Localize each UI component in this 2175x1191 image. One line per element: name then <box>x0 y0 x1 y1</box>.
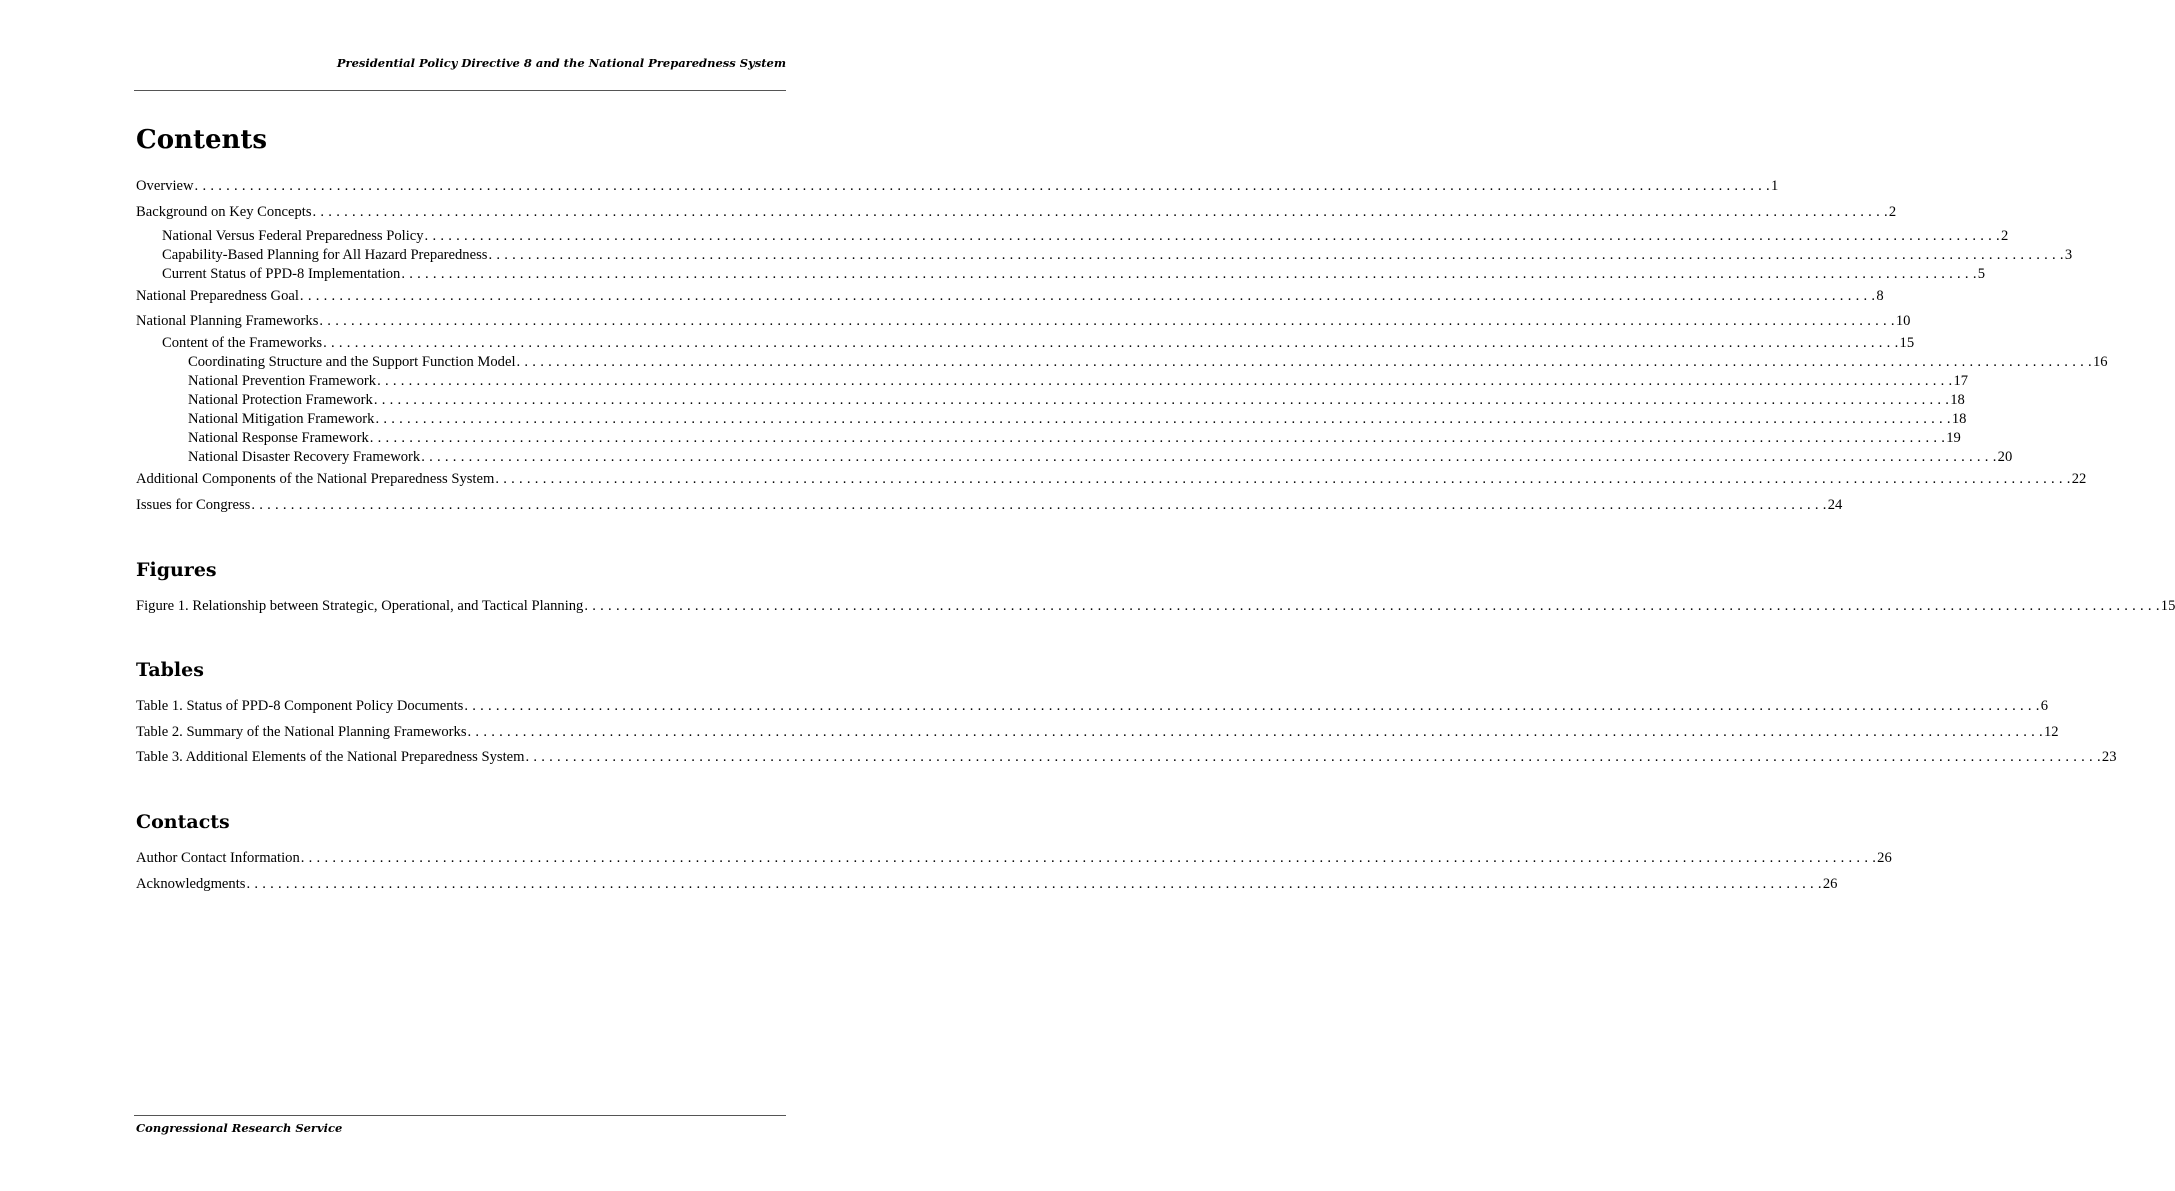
toc-dot-leader: . . . . . . . . . . . . . . . . . . . . . . . . . . . . . . . . . . . . . . . . . . . . . . . . . . . . . . . . . . . . . . . . . . . . . . . . . . . . . . . . . . . . . . . . . . . . . . . . . . . . . . . . . . . . . . . . . . . . . . . . . . . . . . . . . . . . . . . . . . . . . . . . . . . . . . . . . . . . . . . . . . . . . . . . . . . . . . . . . . . . . . . . . . . . . . . . . . . . . . . . <box>488 247 2064 263</box>
toc-entry-page-number: 1 <box>1770 178 1779 194</box>
toc-entry[interactable] <box>136 748 2117 766</box>
toc-entry-page-number: 10 <box>1895 313 1911 329</box>
toc-entry-page-number: 22 <box>2071 471 2087 487</box>
toc-entry-title: National Preparedness Goal <box>136 288 299 304</box>
toc-entry[interactable] <box>136 353 2108 371</box>
running-footer: Congressional Research Service <box>136 1121 343 1135</box>
toc-dot-leader: . . . . . . . . . . . . . . . . . . . . . . . . . . . . . . . . . . . . . . . . . . . . . . . . . . . . . . . . . . . . . . . . . . . . . . . . . . . . . . . . . . . . . . . . . . . . . . . . . . . . . . . . . . . . . . . . . . . . . . . . . . . . . . . . . . . . . . . . . . . . . . . . . . . . . . . . . . . . . . . . . . . . . . . . . . . . . . . . . . . . . . . . . . . . . . . . . . . . . . . . <box>300 850 1877 866</box>
toc-entry[interactable] <box>136 429 1961 447</box>
toc-dot-leader: . . . . . . . . . . . . . . . . . . . . . . . . . . . . . . . . . . . . . . . . . . . . . . . . . . . . . . . . . . . . . . . . . . . . . . . . . . . . . . . . . . . . . . . . . . . . . . . . . . . . . . . . . . . . . . . . . . . . . . . . . . . . . . . . . . . . . . . . . . . . . . . . . . . . . . . . . . . . . . . . . . . . . . . . . . . . . . . . . . . . . . . . . . . . . . . . . . . . . . . . <box>369 430 1946 446</box>
toc-dot-leader: . . . . . . . . . . . . . . . . . . . . . . . . . . . . . . . . . . . . . . . . . . . . . . . . . . . . . . . . . . . . . . . . . . . . . . . . . . . . . . . . . . . . . . . . . . . . . . . . . . . . . . . . . . . . . . . . . . . . . . . . . . . . . . . . . . . . . . . . . . . . . . . . . . . . . . . . . . . . . . . . . . . . . . . . . . . . . . . . . . . . . . . . . . . . . . . . . . . . . . . . <box>194 178 1770 194</box>
running-header: Presidential Policy Directive 8 and the National Preparedness System <box>336 56 786 70</box>
toc-entry-page-number: 18 <box>1950 392 1965 408</box>
toc-entry[interactable] <box>136 597 2175 615</box>
toc-entry-page-number: 18 <box>1951 411 1967 427</box>
toc-entry-title: National Protection Framework <box>188 392 373 408</box>
toc-dot-leader: . . . . . . . . . . . . . . . . . . . . . . . . . . . . . . . . . . . . . . . . . . . . . . . . . . . . . . . . . . . . . . . . . . . . . . . . . . . . . . . . . . . . . . . . . . . . . . . . . . . . . . . . . . . . . . . . . . . . . . . . . . . . . . . . . . . . . . . . . . . . . . . . . . . . . . . . . . . . . . . . . . . . . . . . . . . . . . . . . . . . . . . . . . . . . . . . . . . . . . . . <box>323 335 1899 351</box>
toc-entry[interactable] <box>136 875 1838 893</box>
contents-heading: Contents <box>136 125 268 155</box>
toc-entry-title: Table 1. Status of PPD-8 Component Policy Documents <box>136 698 464 714</box>
toc-dot-leader: . . . . . . . . . . . . . . . . . . . . . . . . . . . . . . . . . . . . . . . . . . . . . . . . . . . . . . . . . . . . . . . . . . . . . . . . . . . . . . . . . . . . . . . . . . . . . . . . . . . . . . . . . . . . . . . . . . . . . . . . . . . . . . . . . . . . . . . . . . . . . . . . . . . . . . . . . . . . . . . . . . . . . . . . . . . . . . . . . . . . . . . . . . . . . . . . . . . . . . . . <box>464 698 2040 714</box>
toc-dot-leader: . . . . . . . . . . . . . . . . . . . . . . . . . . . . . . . . . . . . . . . . . . . . . . . . . . . . . . . . . . . . . . . . . . . . . . . . . . . . . . . . . . . . . . . . . . . . . . . . . . . . . . . . . . . . . . . . . . . . . . . . . . . . . . . . . . . . . . . . . . . . . . . . . . . . . . . . . . . . . . . . . . . . . . . . . . . . . . . . . . . . . . . . . . . . . . . . . . . . . . . . <box>516 354 2092 370</box>
toc-entry-title: Background on Key Concepts <box>136 204 312 220</box>
toc-entry-page-number: 17 <box>1953 373 1969 389</box>
toc-entry[interactable] <box>136 265 1986 283</box>
toc-entry-title: National Response Framework <box>188 430 369 446</box>
toc-entry-page-number: 12 <box>2043 724 2059 740</box>
toc-entry[interactable] <box>136 312 1911 330</box>
tables-heading: Tables <box>136 659 204 681</box>
toc-dot-leader: . . . . . . . . . . . . . . . . . . . . . . . . . . . . . . . . . . . . . . . . . . . . . . . . . . . . . . . . . . . . . . . . . . . . . . . . . . . . . . . . . . . . . . . . . . . . . . . . . . . . . . . . . . . . . . . . . . . . . . . . . . . . . . . . . . . . . . . . . . . . . . . . . . . . . . . . . . . . . . . . . . . . . . . . . . . . . . . . . . . . . . . . . . . . . . . . . . . . . . . . <box>375 411 1951 427</box>
toc-dot-leader: . . . . . . . . . . . . . . . . . . . . . . . . . . . . . . . . . . . . . . . . . . . . . . . . . . . . . . . . . . . . . . . . . . . . . . . . . . . . . . . . . . . . . . . . . . . . . . . . . . . . . . . . . . . . . . . . . . . . . . . . . . . . . . . . . . . . . . . . . . . . . . . . . . . . . . . . . . . . . . . . . . . . . . . . . . . . . . . . . . . . . . . . . . . . . . . . . . . . . . . . <box>319 313 1895 329</box>
toc-entry[interactable] <box>136 203 1897 221</box>
toc-entry-title: National Versus Federal Preparedness Policy <box>162 228 424 244</box>
toc-entry[interactable] <box>136 410 1967 428</box>
toc-entry-page-number: 15 <box>1899 335 1915 351</box>
toc-entry[interactable] <box>136 227 2009 245</box>
toc-entry[interactable] <box>136 334 1915 352</box>
toc-entry-page-number: 26 <box>1822 876 1838 892</box>
toc-entry-title: Table 3. Additional Elements of the National Preparedness System <box>136 749 525 765</box>
toc-dot-leader: . . . . . . . . . . . . . . . . . . . . . . . . . . . . . . . . . . . . . . . . . . . . . . . . . . . . . . . . . . . . . . . . . . . . . . . . . . . . . . . . . . . . . . . . . . . . . . . . . . . . . . . . . . . . . . . . . . . . . . . . . . . . . . . . . . . . . . . . . . . . . . . . . . . . . . . . . . . . . . . . . . . . . . . . . . . . . . . . . . . . . . . . . . . . . . . . . . . . . . . . <box>401 266 1977 282</box>
toc-dot-leader: . . . . . . . . . . . . . . . . . . . . . . . . . . . . . . . . . . . . . . . . . . . . . . . . . . . . . . . . . . . . . . . . . . . . . . . . . . . . . . . . . . . . . . . . . . . . . . . . . . . . . . . . . . . . . . . . . . . . . . . . . . . . . . . . . . . . . . . . . . . . . . . . . . . . . . . . . . . . . . . . . . . . . . . . . . . . . . . . . . . . . . . . . . . . . . . . . . . . . . . . <box>299 288 1876 304</box>
toc-entry[interactable] <box>136 448 2013 466</box>
toc-entry-title: Content of the Frameworks <box>162 335 323 351</box>
toc-entry-title: Coordinating Structure and the Support Function Model <box>188 354 516 370</box>
toc-entry-title: National Prevention Framework <box>188 373 377 389</box>
toc-entry[interactable] <box>136 470 2087 488</box>
toc-dot-leader: . . . . . . . . . . . . . . . . . . . . . . . . . . . . . . . . . . . . . . . . . . . . . . . . . . . . . . . . . . . . . . . . . . . . . . . . . . . . . . . . . . . . . . . . . . . . . . . . . . . . . . . . . . . . . . . . . . . . . . . . . . . . . . . . . . . . . . . . . . . . . . . . . . . . . . . . . . . . . . . . . . . . . . . . . . . . . . . . . . . . . . . . . . . . . . . . . . . . . . . . <box>467 724 2043 740</box>
toc-entry-title: Issues for Congress <box>136 497 251 513</box>
toc-dot-leader: . . . . . . . . . . . . . . . . . . . . . . . . . . . . . . . . . . . . . . . . . . . . . . . . . . . . . . . . . . . . . . . . . . . . . . . . . . . . . . . . . . . . . . . . . . . . . . . . . . . . . . . . . . . . . . . . . . . . . . . . . . . . . . . . . . . . . . . . . . . . . . . . . . . . . . . . . . . . . . . . . . . . . . . . . . . . . . . . . . . . . . . . . . . . . . . . . . . . . . . . <box>424 228 2000 244</box>
toc-dot-leader: . . . . . . . . . . . . . . . . . . . . . . . . . . . . . . . . . . . . . . . . . . . . . . . . . . . . . . . . . . . . . . . . . . . . . . . . . . . . . . . . . . . . . . . . . . . . . . . . . . . . . . . . . . . . . . . . . . . . . . . . . . . . . . . . . . . . . . . . . . . . . . . . . . . . . . . . . . . . . . . . . . . . . . . . . . . . . . . . . . . . . . . . . . . . . . . . . . . . . . . . <box>377 373 1953 389</box>
toc-entry-page-number: 16 <box>2092 354 2108 370</box>
toc-dot-leader: . . . . . . . . . . . . . . . . . . . . . . . . . . . . . . . . . . . . . . . . . . . . . . . . . . . . . . . . . . . . . . . . . . . . . . . . . . . . . . . . . . . . . . . . . . . . . . . . . . . . . . . . . . . . . . . . . . . . . . . . . . . . . . . . . . . . . . . . . . . . . . . . . . . . . . . . . . . . . . . . . . . . . . . . . . . . . . . . . . . . . . . . . . . . . . . . . . . . . . . . <box>525 749 2101 765</box>
toc-entry[interactable] <box>136 372 1969 390</box>
toc-entry[interactable] <box>136 391 1965 409</box>
toc-dot-leader: . . . . . . . . . . . . . . . . . . . . . . . . . . . . . . . . . . . . . . . . . . . . . . . . . . . . . . . . . . . . . . . . . . . . . . . . . . . . . . . . . . . . . . . . . . . . . . . . . . . . . . . . . . . . . . . . . . . . . . . . . . . . . . . . . . . . . . . . . . . . . . . . . . . . . . . . . . . . . . . . . . . . . . . . . . . . . . . . . . . . . . . . . . . . . . . . . . . . . . . . <box>251 497 1827 513</box>
toc-dot-leader: . . . . . . . . . . . . . . . . . . . . . . . . . . . . . . . . . . . . . . . . . . . . . . . . . . . . . . . . . . . . . . . . . . . . . . . . . . . . . . . . . . . . . . . . . . . . . . . . . . . . . . . . . . . . . . . . . . . . . . . . . . . . . . . . . . . . . . . . . . . . . . . . . . . . . . . . . . . . . . . . . . . . . . . . . . . . . . . . . . . . . . . . . . . . . . . . . . . . . . . . <box>312 204 1888 220</box>
toc-entry-title: Current Status of PPD-8 Implementation <box>162 266 401 282</box>
toc-entry-page-number: 15 <box>2160 598 2175 614</box>
toc-entry-title: Capability-Based Planning for All Hazard Preparedness <box>162 247 488 263</box>
toc-entry[interactable] <box>136 697 2049 715</box>
document-page <box>136 0 2175 1191</box>
toc-dot-leader: . . . . . . . . . . . . . . . . . . . . . . . . . . . . . . . . . . . . . . . . . . . . . . . . . . . . . . . . . . . . . . . . . . . . . . . . . . . . . . . . . . . . . . . . . . . . . . . . . . . . . . . . . . . . . . . . . . . . . . . . . . . . . . . . . . . . . . . . . . . . . . . . . . . . . . . . . . . . . . . . . . . . . . . . . . . . . . . . . . . . . . . . . . . . . . . . . . . . . . . . <box>495 471 2071 487</box>
toc-entry-page-number: 6 <box>2040 698 2049 714</box>
toc-dot-leader: . . . . . . . . . . . . . . . . . . . . . . . . . . . . . . . . . . . . . . . . . . . . . . . . . . . . . . . . . . . . . . . . . . . . . . . . . . . . . . . . . . . . . . . . . . . . . . . . . . . . . . . . . . . . . . . . . . . . . . . . . . . . . . . . . . . . . . . . . . . . . . . . . . . . . . . . . . . . . . . . . . . . . . . . . . . . . . . . . . . . . . . . . . . . . . . . . . . . . . . . <box>584 598 2160 614</box>
toc-entry[interactable] <box>136 246 2073 264</box>
toc-entry-page-number: 2 <box>2000 228 2009 244</box>
toc-entry-page-number: 5 <box>1977 266 1986 282</box>
toc-dot-leader: . . . . . . . . . . . . . . . . . . . . . . . . . . . . . . . . . . . . . . . . . . . . . . . . . . . . . . . . . . . . . . . . . . . . . . . . . . . . . . . . . . . . . . . . . . . . . . . . . . . . . . . . . . . . . . . . . . . . . . . . . . . . . . . . . . . . . . . . . . . . . . . . . . . . . . . . . . . . . . . . . . . . . . . . . . . . . . . . . . . . . . . . . . . . . . . . . . . . . . . . <box>421 449 1997 465</box>
toc-entry-title: Overview <box>136 178 194 194</box>
toc-entry[interactable] <box>136 287 1884 305</box>
toc-entry-page-number: 2 <box>1888 204 1897 220</box>
toc-dot-leader: . . . . . . . . . . . . . . . . . . . . . . . . . . . . . . . . . . . . . . . . . . . . . . . . . . . . . . . . . . . . . . . . . . . . . . . . . . . . . . . . . . . . . . . . . . . . . . . . . . . . . . . . . . . . . . . . . . . . . . . . . . . . . . . . . . . . . . . . . . . . . . . . . . . . . . . . . . . . . . . . . . . . . . . . . . . . . . . . . . . . . . . . . . . . . . . . . . . . . . . . <box>246 876 1822 892</box>
toc-entry-title: National Planning Frameworks <box>136 313 319 329</box>
figures-heading: Figures <box>136 559 217 581</box>
toc-entry[interactable] <box>136 177 1779 195</box>
toc-entry-title: National Disaster Recovery Framework <box>188 449 421 465</box>
contacts-heading: Contacts <box>136 811 230 833</box>
header-rule <box>134 90 786 91</box>
toc-entry[interactable] <box>136 723 2059 741</box>
toc-entry[interactable] <box>136 496 1843 514</box>
toc-entry-page-number: 20 <box>1997 449 2013 465</box>
toc-entry-page-number: 3 <box>2064 247 2073 263</box>
toc-entry-page-number: 24 <box>1827 497 1843 513</box>
toc-entry[interactable] <box>136 849 1892 867</box>
toc-entry-title: National Mitigation Framework <box>188 411 375 427</box>
toc-entry-page-number: 23 <box>2101 749 2117 765</box>
toc-entry-title: Figure 1. Relationship between Strategic, Operational, and Tactical Planning <box>136 598 584 614</box>
toc-entry-title: Additional Components of the National Preparedness System <box>136 471 495 487</box>
toc-entry-page-number: 19 <box>1946 430 1961 446</box>
toc-entry-title: Acknowledgments <box>136 876 246 892</box>
footer-rule <box>134 1115 786 1116</box>
toc-entry-page-number: 8 <box>1876 288 1884 304</box>
toc-entry-title: Table 2. Summary of the National Planning Frameworks <box>136 724 467 740</box>
toc-entry-page-number: 26 <box>1877 850 1892 866</box>
toc-dot-leader: . . . . . . . . . . . . . . . . . . . . . . . . . . . . . . . . . . . . . . . . . . . . . . . . . . . . . . . . . . . . . . . . . . . . . . . . . . . . . . . . . . . . . . . . . . . . . . . . . . . . . . . . . . . . . . . . . . . . . . . . . . . . . . . . . . . . . . . . . . . . . . . . . . . . . . . . . . . . . . . . . . . . . . . . . . . . . . . . . . . . . . . . . . . . . . . . . . . . . . . . <box>373 392 1950 408</box>
toc-entry-title: Author Contact Information <box>136 850 300 866</box>
